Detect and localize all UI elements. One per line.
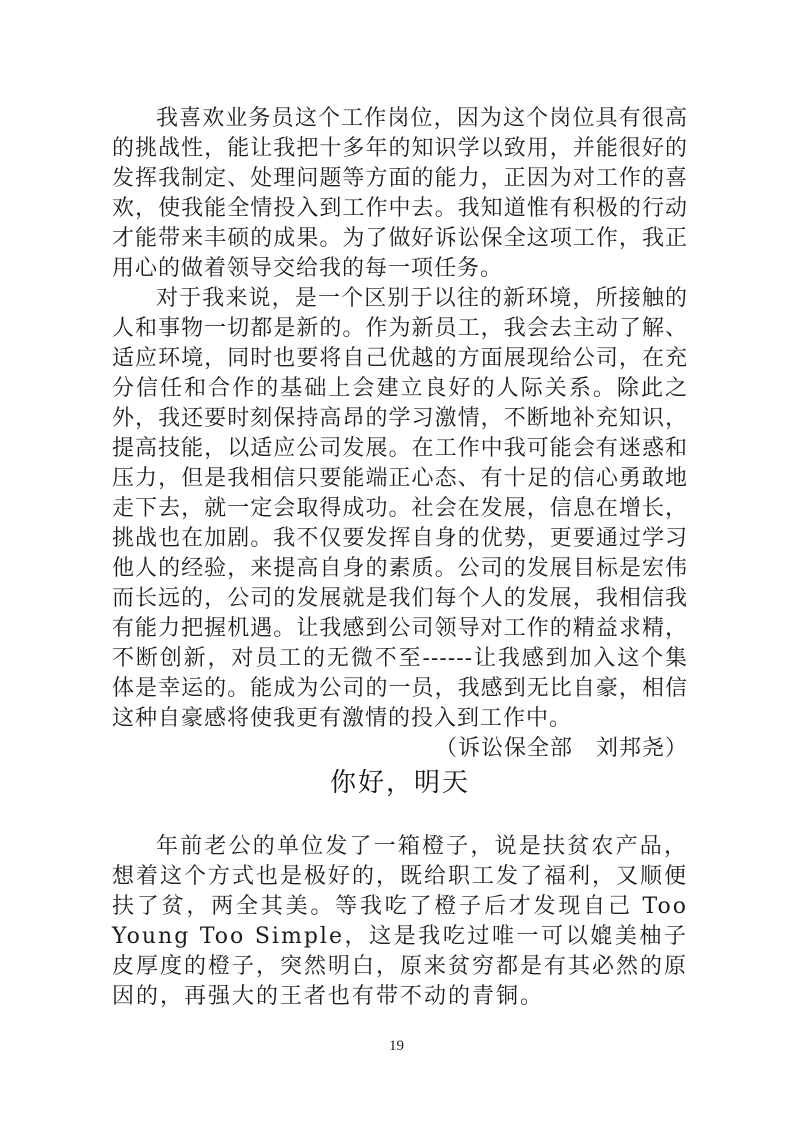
essay-paragraph-2-wrap	[112, 284, 688, 761]
essay-paragraph-1: 我喜欢业务员这个工作岗位，因为这个岗位具有很高的挑战性，能让我把十多年的知识学以致用，并能很好的发挥我制定、处理问题等方面的能力，正因为对工作的喜欢，使我能全情投入到工作中去。我知道惟有积极的行动才能带来丰硕的成果。为了做好诉讼保全这项工作，我正用心的做着领导交给我的每一项任务。	[112, 106, 688, 281]
page-number: 19	[389, 1038, 404, 1054]
orange-story-paragraph: 年前老公的单位发了一箱橙子，说是扶贫农产品，想着这个方式也是极好的，既给职工发了福利，又顺便扶了贫，两全其美。等我吃了橙子后才发现自己 Too Young Too Simple，这是我吃过唯一可以媲美柚子皮厚度的橙子，突然明白，原来贫穷都是有其必然的原因的，再强大的王者也有带不动的青铜。	[112, 834, 689, 1009]
author-attribution: （诉讼保全部 刘邦尧）	[434, 736, 688, 761]
essay-paragraph-2: 对于我来说，是一个区别于以往的新环境，所接触的人和事物一切都是新的。作为新员工，我会去主动了解、适应环境，同时也要将自己优越的方面展现给公司，在充分信任和合作的基础上会建立良好的人际关系。除此之外，我还要时刻保持高昂的学习激情，不断地补充知识，提高技能，以适应公司发展。在工作中我可能会有迷惑和压力，但是我相信只要能端正心态、有十足的信心勇敢地走下去，就一定会取得成功。社会在发展，信息在增长，挑战也在加剧。我不仅要发挥自身的优势，更要通过学习他人的经验，来提高自身的素质。公司的发展目标是宏伟而长远的，公司的发展就是我们每个人的发展，我相信我有能力把握机遇。让我感到公司领导对工作的精益求精，不断创新，对员工的无微不至------让我感到加入这个集体是幸运的。能成为公司的一员，我感到无比自豪，相信这种自豪感将使我更有激情的投入到工作中。	[112, 286, 688, 731]
section-title: 你好，明天	[329, 768, 470, 798]
article-work-essay	[112, 104, 688, 761]
article-hello-tomorrow	[112, 764, 688, 1012]
text-content	[112, 104, 688, 1012]
